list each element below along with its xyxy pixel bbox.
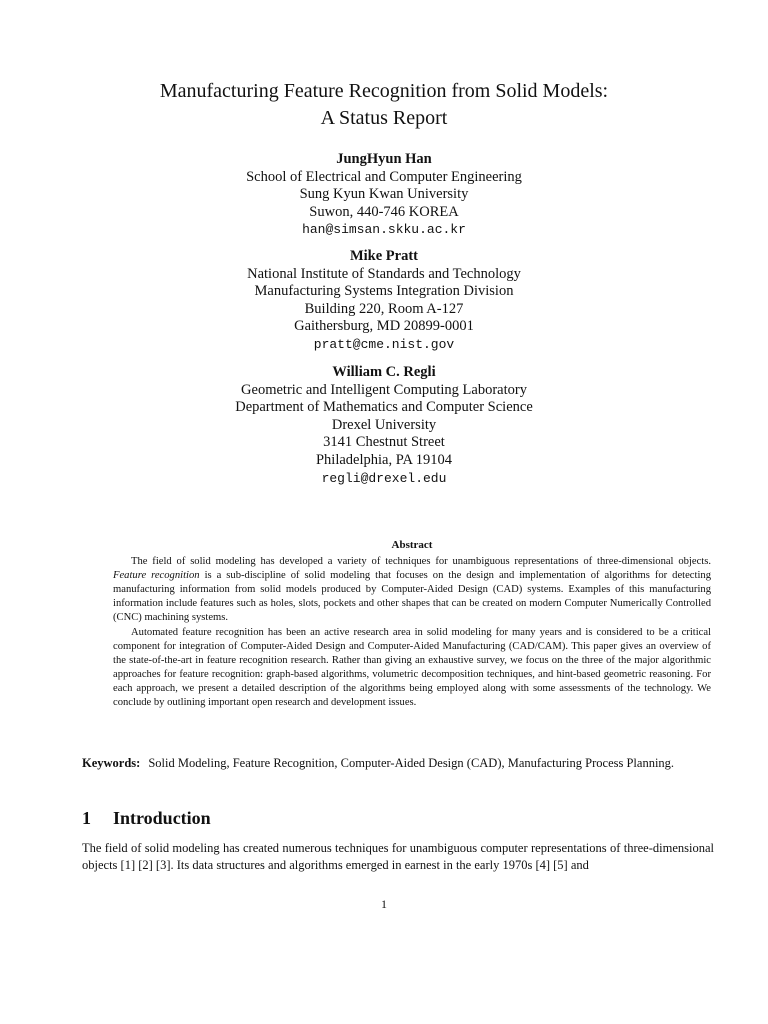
section-heading bbox=[82, 808, 211, 829]
author-email: regli@drexel.edu bbox=[321, 470, 447, 486]
title-line-1: Manufacturing Feature Recognition from Solid Models: bbox=[159, 80, 609, 102]
title-line-2: A Status Report bbox=[320, 107, 448, 129]
author-name: Mike Pratt bbox=[349, 248, 419, 264]
author-name: JungHyun Han bbox=[336, 151, 432, 167]
affiliation-line: Building 220, Room A-127 bbox=[304, 300, 464, 317]
author-name: William C. Regli bbox=[332, 364, 436, 380]
affiliation-line: Philadelphia, PA 19104 bbox=[315, 451, 452, 468]
affiliation-line: School of Electrical and Computer Engineering bbox=[246, 168, 522, 185]
abstract-heading: Abstract bbox=[391, 539, 433, 551]
affiliation-line: Geometric and Intelligent Computing Laboratory bbox=[241, 381, 527, 398]
affiliation-line: Suwon, 440-746 KOREA bbox=[309, 203, 459, 220]
abstract-p1-text: The field of solid modeling has developed a variety of techniques for unambiguous representations of three-dimensional objects. bbox=[131, 556, 711, 568]
page-number: 1 bbox=[381, 897, 387, 911]
affiliation-line: Department of Mathematics and Computer Science bbox=[235, 399, 533, 416]
abstract bbox=[113, 538, 711, 710]
abstract-paragraph-1 bbox=[113, 555, 711, 625]
author-email: han@simsan.skku.ac.kr bbox=[302, 222, 466, 238]
author-block-1 bbox=[0, 151, 768, 239]
affiliation-line: National Institute of Standards and Technology bbox=[247, 265, 521, 282]
section-number: 1 bbox=[82, 808, 91, 828]
author-block-2 bbox=[0, 248, 768, 354]
affiliation-line: Drexel University bbox=[331, 416, 437, 433]
paper-title bbox=[0, 78, 768, 132]
keywords bbox=[82, 755, 714, 772]
keywords-label: Keywords: bbox=[82, 756, 141, 770]
section-title: Introduction bbox=[113, 808, 211, 828]
intro-paragraph: The field of solid modeling has created numerous techniques for unambiguous computer representations of three-dimensional objects [1] [2] [3]. Its data structures and algorithms emerged in earnest in the early 1970s [4] [5] and bbox=[82, 841, 714, 873]
affiliation-line: Manufacturing Systems Integration Division bbox=[254, 283, 514, 300]
affiliation-line: 3141 Chestnut Street bbox=[323, 434, 445, 451]
affiliation-line: Sung Kyun Kwan University bbox=[299, 186, 469, 203]
author-email: pratt@cme.nist.gov bbox=[313, 336, 455, 352]
author-block-3 bbox=[0, 364, 768, 487]
keywords-text: Solid Modeling, Feature Recognition, Computer-Aided Design (CAD), Manufacturing Process Planning. bbox=[148, 756, 675, 770]
abstract-p1-emphasis: Feature recognition bbox=[113, 570, 200, 582]
affiliation-line: Gaithersburg, MD 20899-0001 bbox=[294, 318, 474, 335]
abstract-p1-text-cont: is a sub-discipline of solid modeling that focuses on the design and implementation of algorithms for detecting manufacturing information from solid models produced by Computer-Aided Design (CAD) systems. Examples of this manufacturing information include features such as holes, slots, pockets and other shapes that can be created on modern Computer Numerically Controlled (CNC) machining systems. bbox=[113, 570, 711, 624]
abstract-paragraph-2: Automated feature recognition has been an active research area in solid modeling for many years and is considered to be a critical component for integration of Computer-Aided Design and Computer-Aided Manufacturing (CAD/CAM). This paper gives an overview of the state-of-the-art in feature recognition research. Rather than giving an exhaustive survey, we focus on the three of the major algorithmic approaches for feature recognition: graph-based algorithms, volumetric decomposition techniques, and hint-based geometric reasoning. For each approach, we present a detailed description of the algorithms being employed along with some assessments of the technology. We conclude by outlining important open research and development issues. bbox=[113, 626, 711, 709]
